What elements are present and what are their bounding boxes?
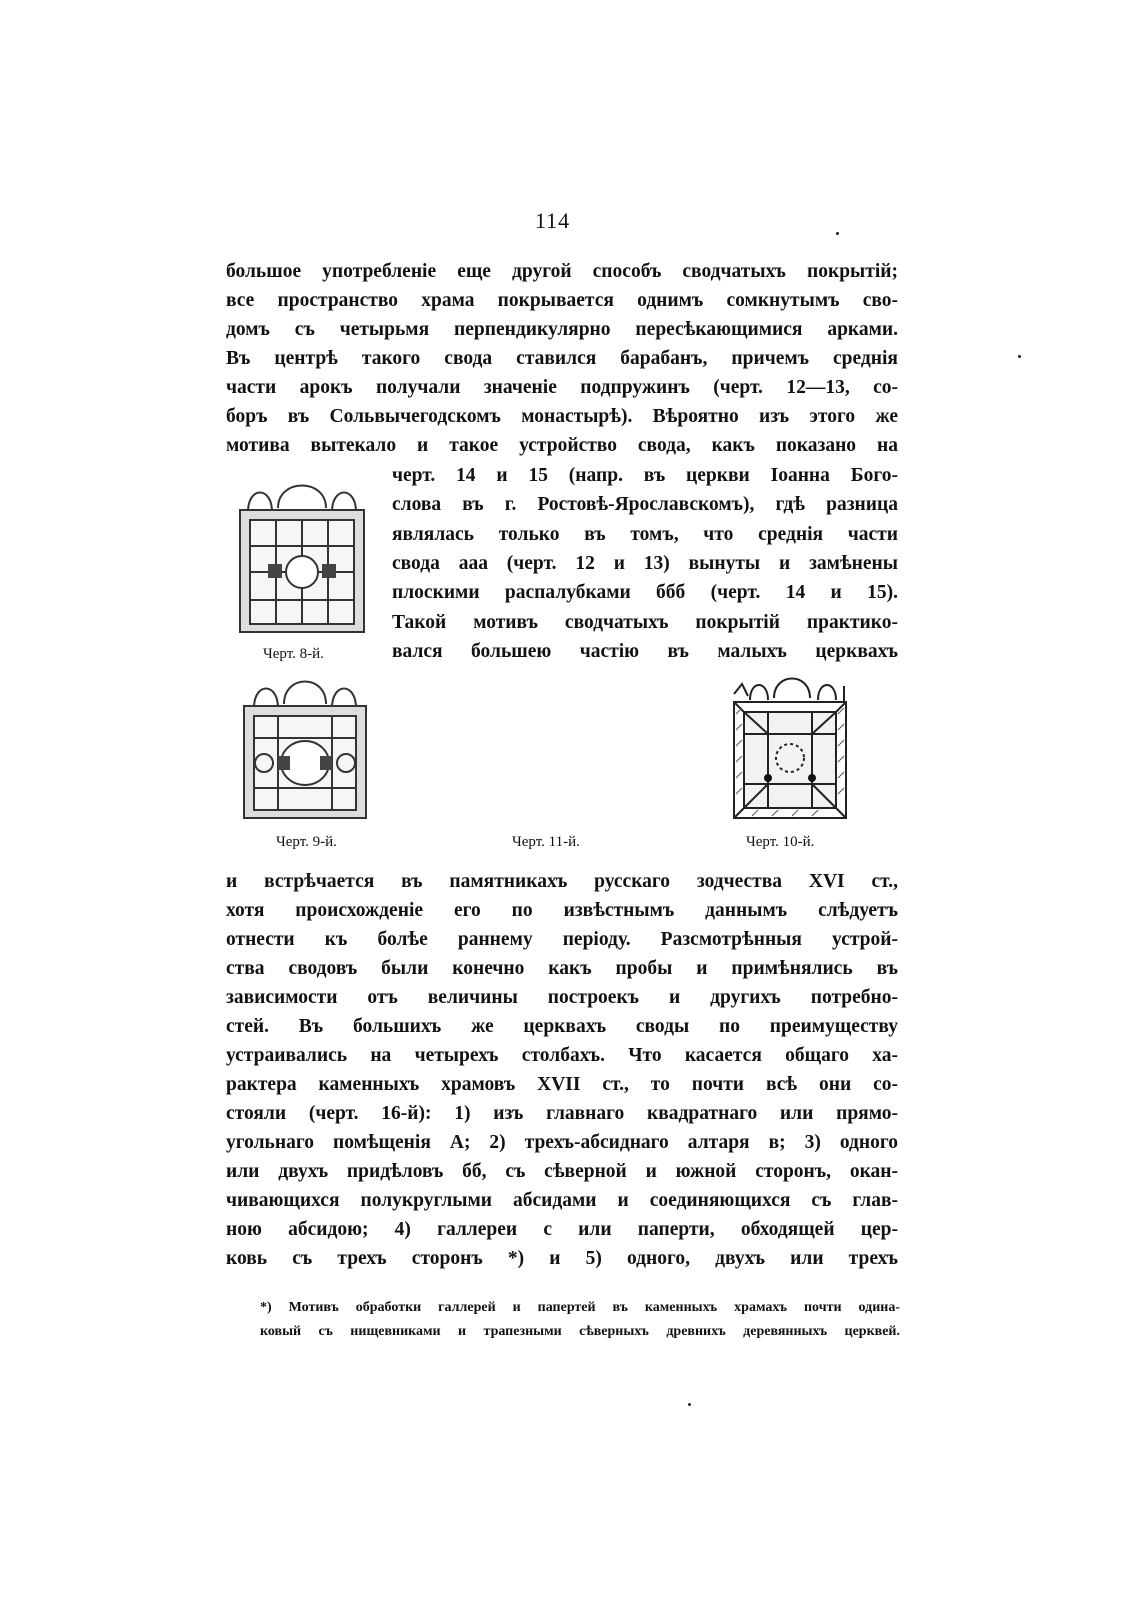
text-line: слова въ г. Ростовѣ-Ярославскомъ), гдѣ разница (392, 494, 898, 516)
text-line: угольнаго помѣщенія А; 2) трехъ-абсиднаго алтаря в; 3) одного (226, 1132, 898, 1153)
text-line: Такой мотивъ сводчатыхъ покрытій практико- (392, 611, 898, 633)
page-number: 114 (535, 208, 571, 233)
text-line: зависимости отъ величины построекъ и другихъ потребно- (226, 987, 898, 1008)
scan-speck (836, 232, 839, 235)
text-line: боръ въ Сольвычегодскомъ монастырѣ). Вѣроятно изъ этого же (226, 406, 898, 427)
text-line: вался большею частію въ малыхъ церквахъ (392, 640, 898, 662)
figure-9-plan-drawing (240, 676, 370, 821)
figure-11-caption: Черт. 11-й. (512, 834, 580, 850)
text-line: ною абсидою; 4) галлереи с или паперти, обходящей цер- (226, 1219, 898, 1240)
text-line: устраивались на четырехъ столбахъ. Что касается общаго ха- (226, 1045, 898, 1066)
text-line: мотива вытекало и такое устройство свода, какъ показано на (226, 435, 898, 456)
scan-speck (1018, 355, 1021, 358)
text-line: отнести къ болѣе раннему періоду. Разсмотрѣнныя устрой- (226, 929, 898, 950)
figure-8-plan-drawing (236, 476, 368, 636)
text-line: ства сводовъ были конечно какъ пробы и примѣнялись въ (226, 958, 898, 979)
figure-10-caption: Черт. 10-й. (746, 834, 815, 850)
text-line: Въ центрѣ такого свода ставился барабанъ, причемъ среднія (226, 348, 898, 369)
text-line: ковь съ трехъ сторонъ *) и 5) одного, двухъ или трехъ (226, 1248, 898, 1269)
figure-9-caption: Черт. 9-й. (276, 834, 337, 850)
text-line: черт. 14 и 15 (напр. въ церкви Іоанна Бого- (392, 465, 898, 486)
text-line: хотя происхожденіе его по извѣстнымъ даннымъ слѣдуетъ (226, 900, 898, 921)
text-line: *) Мотивъ обработки галлерей и папертей въ каменныхъ храмахъ почти одина- (260, 1300, 900, 1315)
text-line: стояли (черт. 16-й): 1) изъ главнаго квадратнаго или прямо- (226, 1103, 898, 1124)
scan-speck (688, 1403, 691, 1406)
text-line: или двухъ придѣловъ бб, съ сѣверной и южной сторонъ, окан- (226, 1161, 898, 1182)
text-line: плоскими распалубками ббб (черт. 14 и 15). (392, 582, 898, 604)
text-line: стей. Въ большихъ же церквахъ своды по преимуществу (226, 1016, 898, 1037)
text-line: свода ааа (черт. 12 и 13) вынуты и замѣнены (392, 552, 898, 574)
text-line: рактера каменныхъ храмовъ XVII ст., то почти всѣ они со- (226, 1074, 898, 1095)
text-line: чивающихся полукруглыми абсидами и соединяющихся съ глав- (226, 1190, 898, 1211)
text-line: все пространство храма покрывается однимъ сомкнутымъ сво- (226, 290, 898, 311)
text-line: являлась только въ томъ, что среднія части (392, 523, 898, 545)
text-line: и встрѣчается въ памятникахъ русскаго зодчества XVI ст., (226, 871, 898, 892)
text-line: ковый съ нищевниками и трапезными сѣверныхъ древнихъ деревянныхъ церквей. (260, 1324, 900, 1339)
text-line: части арокъ получали значеніе подпружинъ (черт. 12—13, со- (226, 377, 898, 398)
text-line: большое употребленіе еще другой способъ сводчатыхъ покрытій; (226, 261, 898, 282)
figure-8-caption: Черт. 8-й. (263, 646, 324, 662)
text-line: домъ съ четырьмя перпендикулярно пересѣкающимися арками. (226, 319, 898, 340)
figure-10-plan-drawing (728, 674, 852, 824)
